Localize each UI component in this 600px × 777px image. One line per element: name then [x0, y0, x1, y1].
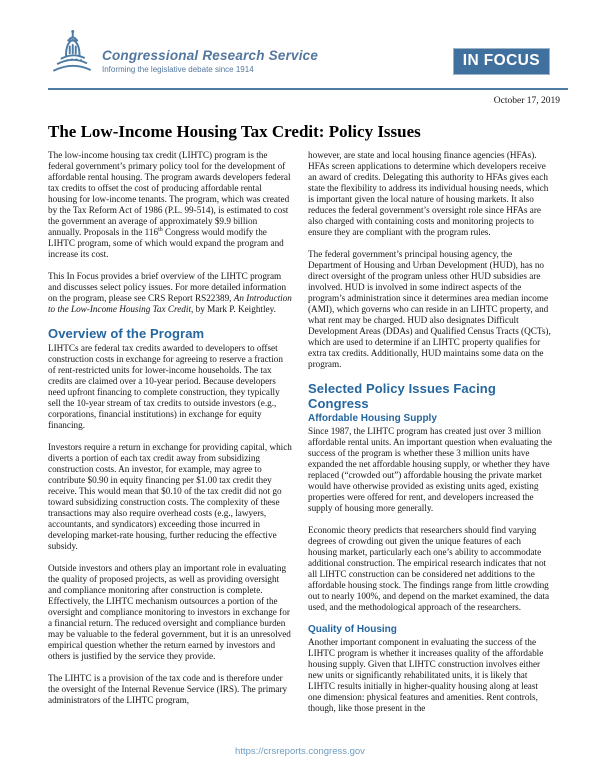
crs-logo	[48, 24, 318, 84]
paragraph: however, are state and local housing finance agencies (HFAs). HFAs screen applications to determine which developers receive an award of credits. Delegating this authority to HFAs gives each state the flexibility to address its individual housing needs, which is important given the local nature of housing markets. It also reduces the federal government’s oversight role since HFAs are also charged with containing costs and monitoring projects to ensure they are compliant with the program rules.	[308, 150, 549, 237]
subsection-heading: Affordable Housing Supply	[308, 413, 437, 424]
report-date: October 17, 2019	[493, 96, 560, 106]
paragraph: The LIHTC is a provision of the tax code and is therefore under the oversight of the Internal Revenue Service (IRS). The primary administrators of the LIHTC program,	[48, 673, 288, 705]
org-name: Congressional Research Service	[102, 48, 319, 63]
paragraph: Economic theory predicts that researchers should find varying degrees of crowding out given the unique features of each housing market, particularly each one’s ability to accommodate additional construction. The empirical research indicates that not all LIHTC construction can be considered net additions to the affordable housing stock. The findings range from little crowding out to nearly 100%, and depend on the market examined, the data used, and the methodological approach of the researchers.	[308, 525, 550, 612]
logo-text	[102, 24, 318, 74]
paragraph: Since 1987, the LIHTC program has created just over 3 million affordable rental units. An important question when evaluating the success of the program is whether these 3 million units have expanded the net affordable housing supply, or whether they have replaced (“crowded out”) affordable housing the private market would have otherwise provided as existing units aged, existing properties were offered for rent, and developers increased the supply of housing more generally.	[308, 426, 553, 513]
paragraph: The federal government’s principal housing agency, the Department of Housing and Urban Development (HUD), has no direct oversight of the program unless other HUD subsidies are involved. HUD is involved in some indirect aspects of the program’s administration since it determines area median income (AMI), which governs who can reside in an LIHTC property, and what rent may be charged. HUD also designates Difficult Development Areas (DDAs) and Qualified Census Tracts (QCTs), which are used to determine if an LIHTC property qualifies for extra tax credits. Additionally, HUD maintains some data on the program.	[308, 249, 551, 369]
paragraph: Investors require a return in exchange for providing capital, which diverts a portion of each tax credit away from subsidizing construction costs. An investor, for example, may agree to contribute $0.90 in equity financing per $1.00 tax credit they receive. This would mean that $0.10 of the tax credit did not go toward subsidizing construction costs. The complexity of these transactions may also require overhead costs (e.g., lawyers, accountants, and syndicators) exceeding those incurred in developing market-rate housing, further reducing the effective subsidy.	[48, 442, 292, 551]
right-column	[308, 150, 552, 725]
footer-url[interactable]: https://crsreports.congress.gov	[235, 746, 365, 757]
paragraph: The low-income housing tax credit (LIHTC) program is the federal government’s primary policy tool for the development of affordable rental housing. The program awards developers federal tax credits to offset the cost of producing affordable rental housing for low-income tenants. The program, which was created by the Tax Reform Act of 1986 (P.L. 99-514), is estimated to cost the government an average of approximately $9.9 billion annually. Proposals in the 116th Congress would modify the LIHTC program, some of which would expand the program and increase its cost.	[48, 150, 291, 259]
section-heading: Selected Policy Issues Facing Congress	[308, 381, 496, 411]
report-title: The Low-Income Housing Tax Credit: Policy Issues	[48, 122, 421, 141]
paragraph: Outside investors and others play an important role in evaluating the quality of proposed projects, as well as providing oversight and compliance monitoring after construction is complete. Effectively, the LIHTC mechanism outsources a portion of the oversight and compliance monitoring to investors in exchange for a financial return. The reduced oversight and compliance burden may be valuable to the federal government, but it is an unresolved empirical question whether the return earned by investors and others is justified by the service they provide.	[48, 563, 291, 661]
paragraph: Another important component in evaluating the success of the LIHTC program is whether it increases quality of the affordable housing supply. Given that LIHTC construction involves either new units or significantly rehabilitated units, it is likely that LIHTC results initially in higher-quality housing along at least one dimension: physical features and amenities. Rent controls, though, like those present in the	[308, 637, 544, 713]
header-divider	[48, 88, 568, 90]
subsection-heading: Quality of Housing	[308, 624, 397, 635]
paragraph: LIHTCs are federal tax credits awarded to developers to offset construction costs in exchange for agreeing to reserve a fraction of rent-restricted units for lower-income households. The tax credits are claimed over a 10-year period. Because developers need upfront financing to complete construction, they typically sell the 10-year stream of tax credits to outside investors (e.g., corporations, financial institutions) in exchange for equity financing.	[48, 343, 283, 430]
section-heading: Overview of the Program	[48, 326, 205, 341]
document-header	[0, 0, 600, 108]
left-column	[48, 150, 292, 725]
in-focus-badge: IN FOCUS	[453, 48, 550, 75]
org-tagline: Informing the legislative debate since 1914	[102, 65, 254, 74]
capitol-dome-icon	[48, 24, 96, 84]
two-column-body	[0, 150, 600, 725]
paragraph: This In Focus provides a brief overview of the LIHTC program and discusses select policy issues. For more detailed information on the program, please see CRS Report RS22389, An Introduction to the Low-Income Housing Tax Credit, by Mark P. Keightley.	[48, 271, 292, 314]
